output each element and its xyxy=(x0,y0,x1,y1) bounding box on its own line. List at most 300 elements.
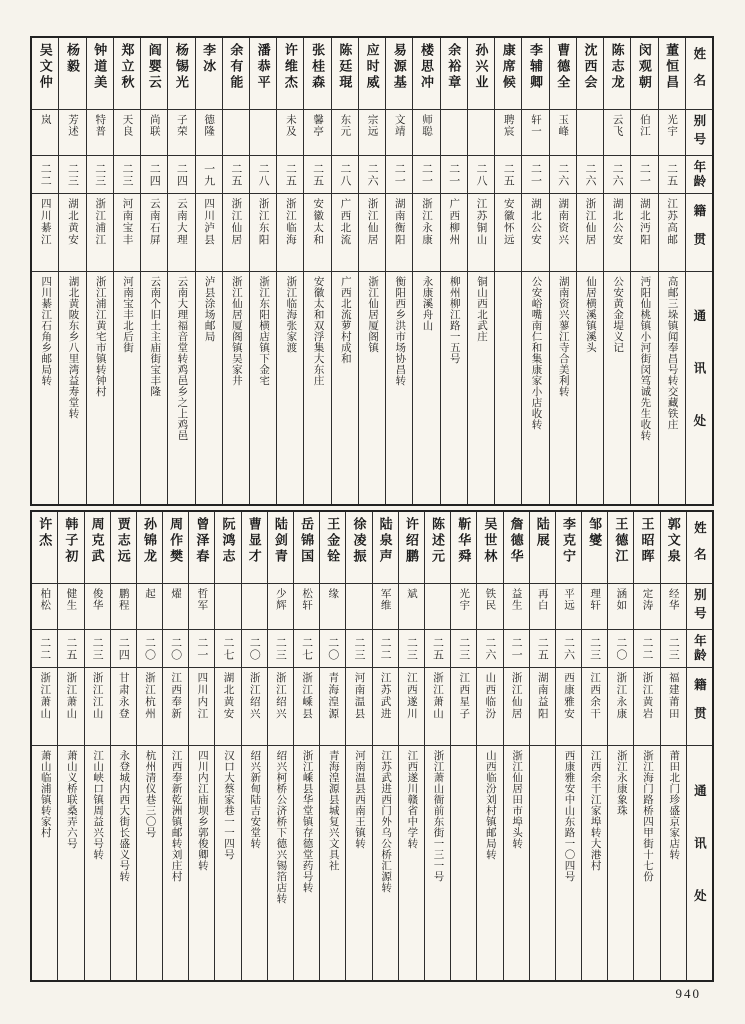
entry-band-origin xyxy=(304,194,330,272)
entry-band-origin xyxy=(522,194,548,272)
entry-age: 二六 xyxy=(366,162,379,187)
entry-address: 浙江仙居田市埠头转 xyxy=(511,750,523,849)
entry-alias: 芳述 xyxy=(66,114,78,137)
entry-band-origin xyxy=(320,668,345,746)
entry-alias: 益生 xyxy=(510,588,522,611)
entry-address: 莆田北门珍盛京家店转 xyxy=(668,750,680,860)
entry-band-age xyxy=(373,630,398,668)
entry-band-alias xyxy=(294,584,319,630)
entry-age: 二三 xyxy=(91,636,104,661)
entry-age: 二〇 xyxy=(169,636,182,661)
entry-band-age xyxy=(608,630,633,668)
entry-age: 二五 xyxy=(311,162,324,187)
entry-band-name xyxy=(332,38,358,110)
entry-band-address xyxy=(85,746,110,980)
entry-address: 浙江临海张家渡 xyxy=(285,276,297,353)
entry-band-alias xyxy=(399,584,424,630)
entry-age: 一九 xyxy=(202,162,215,187)
entry-band-age xyxy=(114,156,140,194)
entry-name: 许杰 xyxy=(37,517,53,549)
entry-band-name xyxy=(661,512,686,584)
entry-name: 沈西会 xyxy=(582,43,598,91)
entry-band-address xyxy=(137,746,162,980)
entry-band-alias xyxy=(441,110,467,156)
entry-column xyxy=(345,512,371,980)
entry-band-address xyxy=(631,272,657,504)
entry-band-address xyxy=(504,746,529,980)
entry-name: 闵观朝 xyxy=(636,43,652,91)
entry-alias: 松轩 xyxy=(301,588,313,611)
entry-band-origin xyxy=(451,668,476,746)
entry-column xyxy=(576,38,603,504)
header-column xyxy=(685,38,712,504)
entry-band-name xyxy=(556,512,581,584)
entry-name: 吴文仲 xyxy=(37,43,53,91)
entry-age: 二五 xyxy=(284,162,297,187)
entry-band-alias xyxy=(604,110,630,156)
entry-alias: 斌 xyxy=(405,588,417,600)
entry-address: 衡阳西乡洪市场协昌转 xyxy=(394,276,406,386)
entry-band-name xyxy=(223,38,249,110)
entry-band-address xyxy=(294,746,319,980)
entry-band-name xyxy=(304,38,330,110)
entry-band-name xyxy=(604,38,630,110)
entry-band-age xyxy=(294,630,319,668)
entry-band-name xyxy=(504,512,529,584)
entry-name: 潘恭平 xyxy=(255,43,271,91)
entry-origin: 浙江仙居 xyxy=(584,198,596,246)
entry-band-origin xyxy=(163,668,188,746)
entry-band-address xyxy=(373,746,398,980)
entry-origin: 湖南衡阳 xyxy=(393,198,405,246)
entry-column xyxy=(167,38,194,504)
entry-band-age xyxy=(223,156,249,194)
entry-alias: 聘宸 xyxy=(502,114,514,137)
entry-address: 汉口大蔡家巷一一四号 xyxy=(223,750,235,860)
entry-address: 浙江海门路桥四甲街十七份 xyxy=(642,750,654,882)
entry-alias: 理轩 xyxy=(589,588,601,611)
entry-band-address xyxy=(604,272,630,504)
header-band-age xyxy=(687,630,712,668)
entry-band-age xyxy=(530,630,555,668)
entry-band-alias xyxy=(250,110,276,156)
column-header-alias: 别号 xyxy=(692,588,707,625)
entry-column xyxy=(319,512,345,980)
entry-band-alias xyxy=(320,584,345,630)
entry-address: 江西奉新乾洲镇邮转刘庄村 xyxy=(170,750,182,882)
entry-band-alias xyxy=(530,584,555,630)
entry-band-age xyxy=(32,630,57,668)
entry-band-address xyxy=(223,272,249,504)
entry-address: 云南个旧土主庙街宝丰隆 xyxy=(149,276,161,397)
entry-band-age xyxy=(304,156,330,194)
entry-band-name xyxy=(413,38,439,110)
entry-column xyxy=(440,38,467,504)
entry-name: 詹德华 xyxy=(508,517,524,565)
entry-band-name xyxy=(451,512,476,584)
entry-alias: 铁民 xyxy=(484,588,496,611)
entry-band-name xyxy=(58,512,83,584)
entry-age: 二五 xyxy=(229,162,242,187)
entry-band-address xyxy=(320,746,345,980)
column-header-address: 通讯处 xyxy=(692,784,707,942)
entry-origin: 浙江仙居 xyxy=(366,198,378,246)
entry-name: 韩子初 xyxy=(63,517,79,565)
entry-age: 二一 xyxy=(420,162,433,187)
entry-band-age xyxy=(522,156,548,194)
entry-band-age xyxy=(268,630,293,668)
column-header-origin: 籍贯 xyxy=(692,678,707,735)
entry-origin: 浙江黄岩 xyxy=(641,672,653,720)
entry-band-origin xyxy=(346,668,371,746)
entry-age: 二三 xyxy=(457,636,470,661)
entry-band-name xyxy=(137,512,162,584)
header-band-alias xyxy=(687,584,712,630)
entry-origin: 浙江永康 xyxy=(615,672,627,720)
entry-age: 二五 xyxy=(665,162,678,187)
entry-age: 二三 xyxy=(405,636,418,661)
page-number: 940 xyxy=(675,986,701,1001)
entry-band-age xyxy=(550,156,576,194)
column-header-name: 姓名 xyxy=(691,47,706,100)
entry-origin: 浙江永康 xyxy=(421,198,433,246)
entry-address: 萧山义桥联桑弄六号 xyxy=(65,750,77,849)
entry-alias: 师聪 xyxy=(421,114,433,137)
entry-address: 西康雅安中山东路一〇四号 xyxy=(563,750,575,882)
entry-address: 江西余干江家埠转大港村 xyxy=(589,750,601,871)
entry-band-address xyxy=(441,272,467,504)
entry-band-age xyxy=(58,630,83,668)
entry-age: 二五 xyxy=(431,636,444,661)
entry-origin: 湖北黄安 xyxy=(222,672,234,720)
entry-band-origin xyxy=(477,668,502,746)
entry-column xyxy=(57,512,83,980)
entry-age: 二六 xyxy=(583,162,596,187)
entry-band-age xyxy=(477,630,502,668)
entry-band-origin xyxy=(661,668,686,746)
entry-band-alias xyxy=(451,584,476,630)
entry-band-name xyxy=(196,38,222,110)
entry-origin: 浙江萧山 xyxy=(65,672,77,720)
entry-alias: 平远 xyxy=(562,588,574,611)
entry-alias: 定涛 xyxy=(641,588,653,611)
entry-age: 二六 xyxy=(556,162,569,187)
entry-age: 二五 xyxy=(536,636,549,661)
entry-band-name xyxy=(346,512,371,584)
entry-band-alias xyxy=(608,584,633,630)
entry-band-name xyxy=(277,38,303,110)
entry-band-address xyxy=(608,746,633,980)
entry-band-alias xyxy=(522,110,548,156)
entry-address: 四川綦江石角乡邮局转 xyxy=(40,276,52,386)
entry-band-origin xyxy=(196,194,222,272)
entry-band-origin xyxy=(223,194,249,272)
entry-address: 四川内江庙坝乡郭俊卿转 xyxy=(196,750,208,871)
entry-band-name xyxy=(631,38,657,110)
entry-band-name xyxy=(359,38,385,110)
entry-band-age xyxy=(111,630,136,668)
entry-band-name xyxy=(168,38,194,110)
entry-address: 山西临汾刘村镇邮局转 xyxy=(484,750,496,860)
entry-origin: 广西北流 xyxy=(339,198,351,246)
entry-column xyxy=(162,512,188,980)
entry-band-alias xyxy=(163,584,188,630)
entry-band-name xyxy=(87,38,113,110)
entry-alias: 光宇 xyxy=(666,114,678,137)
entry-address: 江西遂川赣省中学转 xyxy=(406,750,418,849)
entry-band-origin xyxy=(114,194,140,272)
entry-column xyxy=(188,512,214,980)
entry-band-address xyxy=(634,746,659,980)
entry-age: 二四 xyxy=(148,162,161,187)
entry-name: 陈廷琨 xyxy=(337,43,353,91)
entry-band-name xyxy=(441,38,467,110)
header-band-age xyxy=(686,156,712,194)
entry-band-age xyxy=(661,630,686,668)
entry-column xyxy=(476,512,502,980)
column-header-address: 通讯处 xyxy=(691,309,706,467)
entry-age: 二三 xyxy=(274,636,287,661)
entry-band-alias xyxy=(85,584,110,630)
entry-band-origin xyxy=(189,668,214,746)
entry-band-address xyxy=(32,746,57,980)
entry-band-alias xyxy=(468,110,494,156)
entry-column xyxy=(529,512,555,980)
entry-address: 铜山西北武庄 xyxy=(476,276,487,342)
header-band-address xyxy=(686,272,712,504)
entry-name: 董恒昌 xyxy=(664,43,680,91)
entry-band-origin xyxy=(399,668,424,746)
entry-band-age xyxy=(32,156,58,194)
entry-alias: 再白 xyxy=(536,588,548,611)
entry-band-alias xyxy=(277,110,303,156)
entry-band-origin xyxy=(631,194,657,272)
entry-origin: 浙江仙居 xyxy=(510,672,522,720)
entry-band-alias xyxy=(189,584,214,630)
entry-band-address xyxy=(242,746,267,980)
entry-band-name xyxy=(114,38,140,110)
entry-address: 河南温县西南王镇转 xyxy=(353,750,365,849)
entry-band-origin xyxy=(556,668,581,746)
entry-band-origin xyxy=(85,668,110,746)
entry-column xyxy=(521,38,548,504)
entry-name: 贾志远 xyxy=(115,517,131,565)
entry-alias: 云飞 xyxy=(611,114,623,137)
entry-column xyxy=(494,38,521,504)
entry-band-address xyxy=(215,746,240,980)
entry-band-name xyxy=(59,38,85,110)
entry-name: 王昭晖 xyxy=(639,517,655,565)
entry-band-age xyxy=(577,156,603,194)
entry-alias: 文靖 xyxy=(393,114,405,137)
entry-address: 广西北流萝村成和 xyxy=(339,276,351,364)
entry-band-age xyxy=(87,156,113,194)
entry-origin: 湖南资兴 xyxy=(557,198,569,246)
entry-band-age xyxy=(413,156,439,194)
entry-band-address xyxy=(582,746,607,980)
entry-origin: 江西余干 xyxy=(589,672,601,720)
entry-age: 二二 xyxy=(641,636,654,661)
header-band-origin xyxy=(686,194,712,272)
entry-origin: 山西临汾 xyxy=(484,672,496,720)
entry-band-origin xyxy=(604,194,630,272)
entry-name: 孙锦龙 xyxy=(141,517,157,565)
entry-band-address xyxy=(386,272,412,504)
entry-column xyxy=(84,512,110,980)
entry-name: 阮鸿志 xyxy=(220,517,236,565)
entry-band-origin xyxy=(332,194,358,272)
entry-age: 二三 xyxy=(588,636,601,661)
entry-band-name xyxy=(577,38,603,110)
entry-origin: 江西星子 xyxy=(458,672,470,720)
entry-band-address xyxy=(114,272,140,504)
entry-address: 安徽太和双浮集大东庄 xyxy=(312,276,324,386)
entry-age: 二一 xyxy=(529,162,542,187)
entry-age: 二五 xyxy=(502,162,515,187)
entry-band-alias xyxy=(59,110,85,156)
entry-column xyxy=(358,38,385,504)
entry-age: 二一 xyxy=(195,636,208,661)
entry-column xyxy=(630,38,657,504)
entry-age: 二〇 xyxy=(143,636,156,661)
directory-table-top xyxy=(30,36,714,506)
entry-name: 曾泽春 xyxy=(194,517,210,565)
entry-band-origin xyxy=(168,194,194,272)
entry-address: 萧山临浦镇转家村 xyxy=(39,750,51,838)
entry-alias: 光宇 xyxy=(458,588,470,611)
entry-band-alias xyxy=(413,110,439,156)
entry-origin: 湖南益阳 xyxy=(536,672,548,720)
entry-age: 二一 xyxy=(510,636,523,661)
entry-band-alias xyxy=(196,110,222,156)
entry-band-origin xyxy=(373,668,398,746)
entry-band-age xyxy=(332,156,358,194)
header-band-name xyxy=(687,512,712,584)
entry-origin: 河南温县 xyxy=(353,672,365,720)
entry-alias: 鹏程 xyxy=(117,588,129,611)
entry-band-name xyxy=(242,512,267,584)
entry-band-age xyxy=(386,156,412,194)
entry-band-alias xyxy=(137,584,162,630)
entry-alias: 少辉 xyxy=(274,588,286,611)
entry-band-age xyxy=(189,630,214,668)
entry-name: 易源基 xyxy=(391,43,407,91)
entry-name: 周克武 xyxy=(89,517,105,565)
entry-band-age xyxy=(59,156,85,194)
entry-band-name xyxy=(32,512,57,584)
entry-alias: 未及 xyxy=(284,114,296,137)
entry-band-origin xyxy=(504,668,529,746)
entry-address: 浙江萧山衙前东街一三一号 xyxy=(432,750,444,882)
entry-band-origin xyxy=(277,194,303,272)
entry-address: 永康溪舟山 xyxy=(421,276,433,331)
entry-column xyxy=(214,512,240,980)
entry-name: 孙兴业 xyxy=(473,43,489,91)
entry-origin: 浙江萧山 xyxy=(432,672,444,720)
entry-name: 徐凌振 xyxy=(351,517,367,565)
entry-band-age xyxy=(556,630,581,668)
entry-band-alias xyxy=(346,584,371,630)
entry-band-origin xyxy=(141,194,167,272)
entry-band-name xyxy=(582,512,607,584)
entry-column xyxy=(136,512,162,980)
entry-column xyxy=(195,38,222,504)
entry-band-origin xyxy=(359,194,385,272)
entry-band-alias xyxy=(304,110,330,156)
entry-name: 王金铨 xyxy=(325,517,341,565)
entry-band-address xyxy=(659,272,685,504)
entry-band-address xyxy=(522,272,548,504)
entry-address: 湖北黄陂东乡八里湾益寿堂转 xyxy=(67,276,79,419)
entry-band-name xyxy=(425,512,450,584)
entry-name: 陈述元 xyxy=(430,517,446,565)
entry-band-age xyxy=(196,156,222,194)
entry-column xyxy=(412,38,439,504)
entry-band-name xyxy=(634,512,659,584)
column-header-alias: 别号 xyxy=(691,114,706,151)
entry-age: 二三 xyxy=(66,162,79,187)
entry-band-address xyxy=(530,746,555,980)
entry-origin: 青海湟源 xyxy=(327,672,339,720)
entry-origin: 云南大理 xyxy=(175,198,187,246)
entry-column xyxy=(424,512,450,980)
entry-band-origin xyxy=(32,194,58,272)
entry-age: 二〇 xyxy=(248,636,261,661)
entry-alias: 哲军 xyxy=(196,588,208,611)
entry-age: 二八 xyxy=(338,162,351,187)
entry-origin: 安徽太和 xyxy=(312,198,324,246)
entry-origin: 湖北沔阳 xyxy=(638,198,650,246)
entry-name: 李冰 xyxy=(201,43,217,75)
entry-band-origin xyxy=(608,668,633,746)
entry-age: 二六 xyxy=(562,636,575,661)
entry-alias: 东元 xyxy=(339,114,351,137)
entry-column xyxy=(86,38,113,504)
entry-band-alias xyxy=(32,584,57,630)
entry-band-origin xyxy=(268,668,293,746)
header-column xyxy=(686,512,712,980)
entry-column xyxy=(276,38,303,504)
entry-age: 二六 xyxy=(611,162,624,187)
entry-band-alias xyxy=(550,110,576,156)
entry-alias: 缘 xyxy=(327,588,339,600)
entry-address: 云南大理福音堂转鸡邑乡之上鸡邑 xyxy=(176,276,188,441)
entry-band-address xyxy=(468,272,494,504)
entry-column xyxy=(385,38,412,504)
entry-band-alias xyxy=(425,584,450,630)
entry-age: 二三 xyxy=(93,162,106,187)
column-header-name: 姓名 xyxy=(692,521,707,574)
entry-band-alias xyxy=(659,110,685,156)
entry-band-name xyxy=(386,38,412,110)
entry-band-age xyxy=(168,156,194,194)
entry-age: 二一 xyxy=(393,162,406,187)
entry-band-alias xyxy=(504,584,529,630)
entry-origin: 河南宝丰 xyxy=(121,198,133,246)
entry-address: 高邮三垛镇闻奉昌号转交藏铁庄 xyxy=(666,276,678,430)
entry-band-name xyxy=(111,512,136,584)
entry-band-age xyxy=(277,156,303,194)
entry-column xyxy=(549,38,576,504)
entry-origin: 四川内江 xyxy=(196,672,208,720)
entry-age: 二二 xyxy=(38,636,51,661)
entry-band-name xyxy=(659,38,685,110)
entry-column xyxy=(398,512,424,980)
entry-age: 二八 xyxy=(475,162,487,187)
entry-column xyxy=(58,38,85,504)
entry-column xyxy=(110,512,136,980)
entry-band-origin xyxy=(577,194,603,272)
